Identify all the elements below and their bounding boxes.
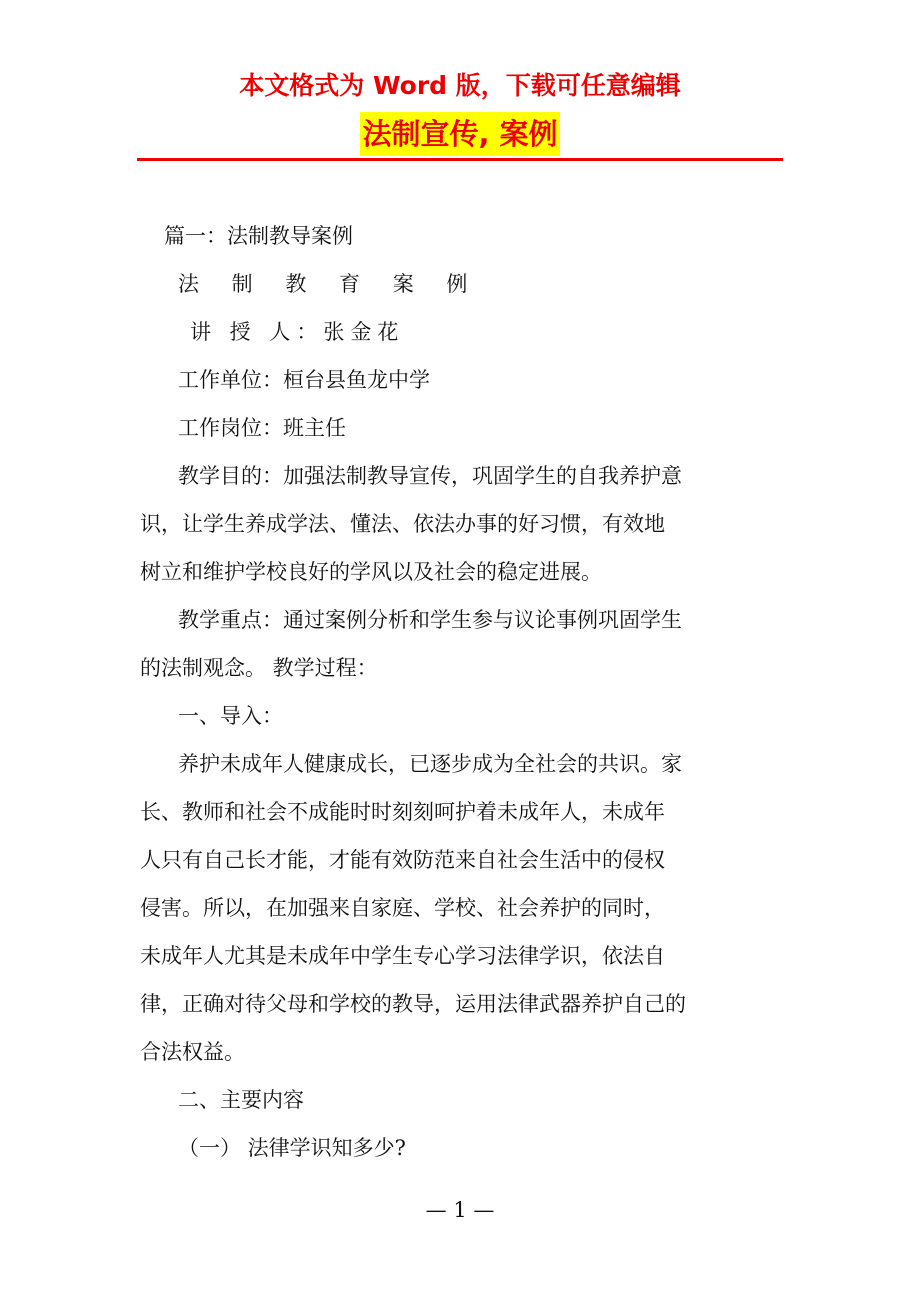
paragraph-line: 长、教师和社会不成能时时刻刻呵护着未成年人，未成年 (140, 800, 665, 824)
workplace-line: 工作单位：桓台县鱼龙中学 (178, 368, 430, 392)
page-number: — 1 — (425, 1198, 495, 1222)
title-divider (137, 158, 783, 161)
position-line: 工作岗位：班主任 (178, 416, 346, 440)
section-heading: 篇一：法制教导案例 (164, 224, 353, 248)
paragraph-line: 养护未成年人健康成长，已逐步成为全社会的共识。家 (178, 752, 682, 776)
paragraph-line: 侵害。所以，在加强来自家庭、学校、社会养护的同时， (140, 896, 665, 920)
paragraph-line: 人只有自己长才能，才能有效防范来自社会生活中的侵权 (140, 848, 665, 872)
lesson-title: 法 制 教 育 案 例 (178, 272, 481, 296)
paragraph-line: 树立和维护学校良好的学风以及社会的稳定进展。 (140, 560, 602, 584)
subheading-legal-knowledge: （一） 法律学识知多少? (178, 1136, 406, 1160)
document-title: 法制宣传, 案例 (360, 112, 559, 156)
paragraph-line: 教学目的：加强法制教导宣传，巩固学生的自我养护意 (178, 464, 682, 488)
paragraph-line: 识，让学生养成学法、懂法、依法办事的好习惯，有效地 (140, 512, 665, 536)
lecturer-line: 讲 授 人：张金花 (190, 320, 405, 344)
format-notice-banner: 本文格式为 Word 版，下载可任意编辑 (239, 71, 681, 100)
paragraph-line: 的法制观念。 教学过程： (140, 656, 378, 680)
paragraph-line: 律，正确对待父母和学校的教导，运用法律武器养护自己的 (140, 992, 686, 1016)
subheading-main-content: 二、主要内容 (178, 1088, 304, 1112)
document-body (140, 212, 780, 1172)
subheading-intro: 一、导入： (178, 704, 283, 728)
paragraph-line: 教学重点：通过案例分析和学生参与议论事例巩固学生 (178, 608, 682, 632)
title-wrapper (0, 112, 920, 156)
paragraph-line: 未成年人尤其是未成年中学生专心学习法律学识，依法自 (140, 944, 665, 968)
paragraph-line: 合法权益。 (140, 1040, 245, 1064)
